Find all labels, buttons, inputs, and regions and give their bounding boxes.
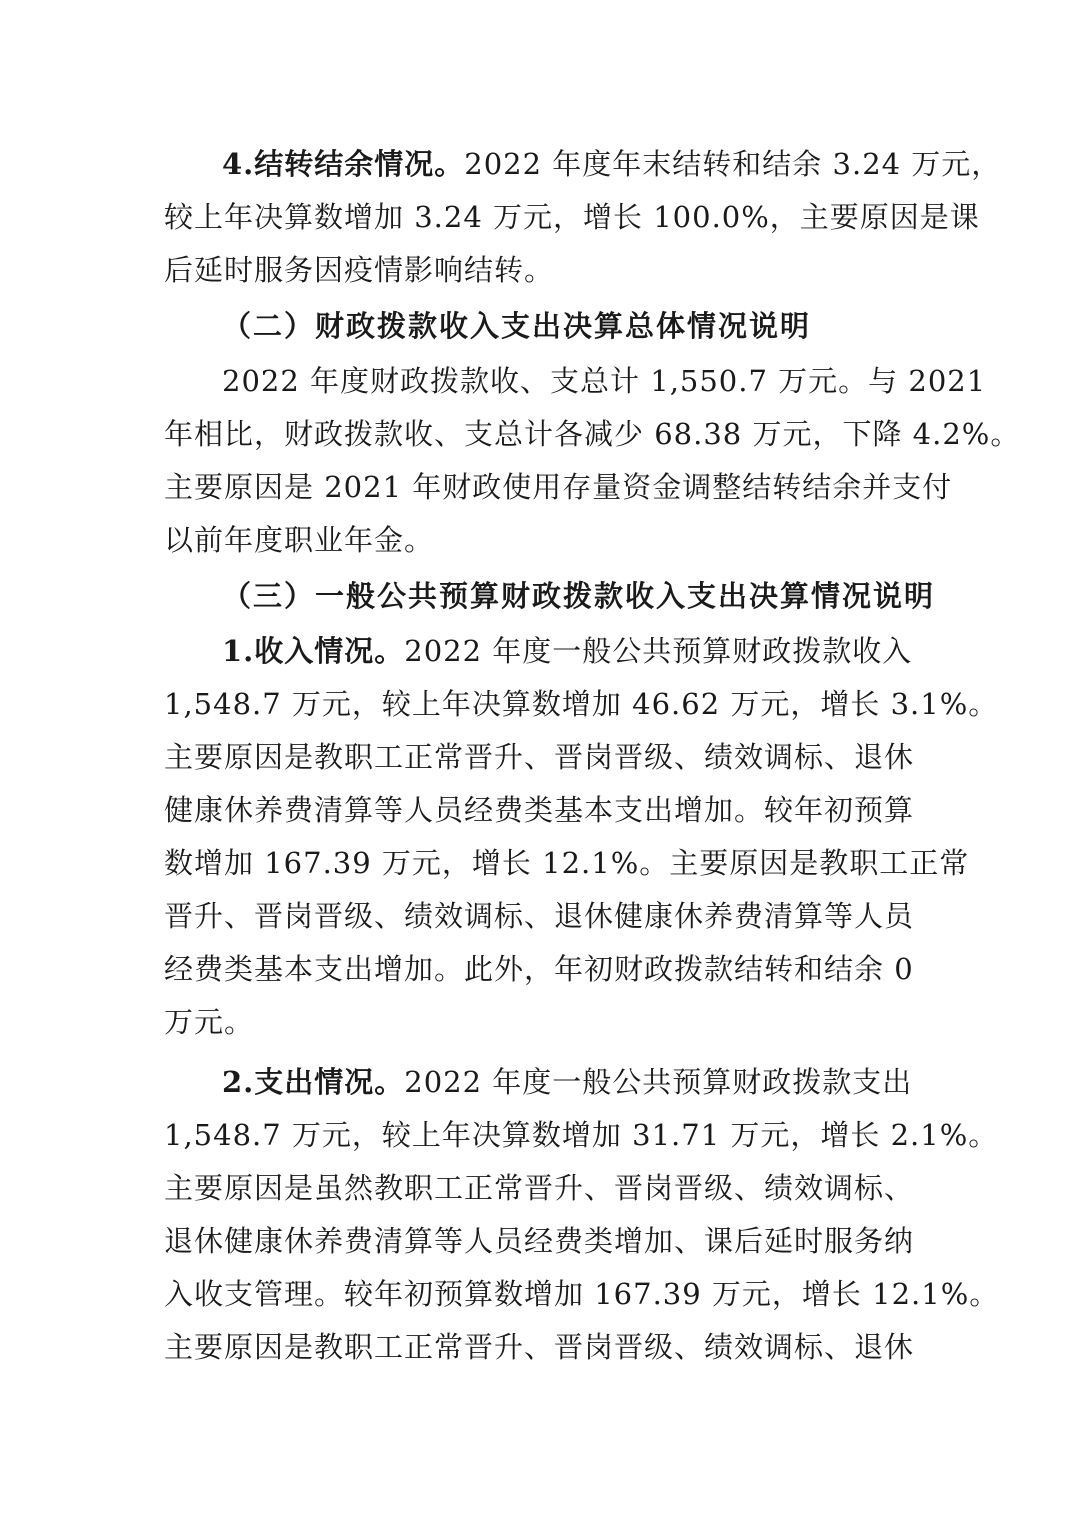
paragraph-line: 主要原因是 2021 年财政使用存量资金调整结转结余并支付 <box>164 470 953 504</box>
line-text: 2022 年度一般公共预算财政拨款收入 <box>404 634 913 668</box>
paragraph-line-expenditure <box>222 1058 944 1106</box>
paragraph-line: 年相比，财政拨款收、支总计各减少 68.38 万元，下降 4.2%。 <box>164 417 1021 451</box>
line-text: 2022 年度年末结转和结余 3.24 万元， <box>464 147 1002 181</box>
paragraph-line: 健康休养费清算等人员经费类基本支出增加。较年初预算 <box>164 793 915 827</box>
paragraph-line: 数增加 167.39 万元，增长 12.1%。主要原因是教职工正常 <box>164 846 970 880</box>
paragraph-line: 1,548.7 万元，较上年决算数增加 46.62 万元，增长 3.1%。 <box>164 687 999 721</box>
paragraph-line-carryover <box>222 140 1002 188</box>
paragraph-line: 经费类基本支出增加。此外，年初财政拨款结转和结余 0 <box>164 952 914 986</box>
section-heading-fiscal-overview: （二）财政拨款收入支出决算总体情况说明 <box>222 309 812 343</box>
paragraph-line: 主要原因是虽然教职工正常晋升、晋岗晋级、绩效调标、 <box>164 1171 915 1205</box>
paragraph-line-income <box>222 627 944 675</box>
section-lead: 1.收入情况。 <box>222 634 405 668</box>
paragraph-line: 晋升、晋岗晋级、绩效调标、退休健康休养费清算等人员 <box>164 899 915 933</box>
paragraph-line: 主要原因是教职工正常晋升、晋岗晋级、绩效调标、退休 <box>164 1330 915 1364</box>
paragraph-line: 万元。 <box>164 1005 255 1039</box>
paragraph-line: 1,548.7 万元，较上年决算数增加 31.71 万元，增长 2.1%。 <box>164 1118 999 1152</box>
paragraph-line: 较上年决算数增加 3.24 万元，增长 100.0%，主要原因是课 <box>164 200 980 234</box>
paragraph-line: 后延时服务因疫情影响结转。 <box>164 253 555 287</box>
paragraph-line: 2022 年度财政拨款收、支总计 1,550.7 万元。与 2021 <box>222 364 987 398</box>
paragraph-line: 退休健康休养费清算等人员经费类增加、课后延时服务纳 <box>164 1224 915 1258</box>
paragraph-line: 入收支管理。较年初预算数增加 167.39 万元，增长 12.1%。 <box>164 1277 1000 1311</box>
section-heading-general-budget: （三）一般公共预算财政拨款收入支出决算情况说明 <box>222 579 936 613</box>
paragraph-line: 以前年度职业年金。 <box>164 523 435 557</box>
line-text: 2022 年度一般公共预算财政拨款支出 <box>404 1065 913 1099</box>
section-lead: 4.结转结余情况。 <box>222 147 465 181</box>
section-lead: 2.支出情况。 <box>222 1065 405 1099</box>
paragraph-line: 主要原因是教职工正常晋升、晋岗晋级、绩效调标、退休 <box>164 740 915 774</box>
